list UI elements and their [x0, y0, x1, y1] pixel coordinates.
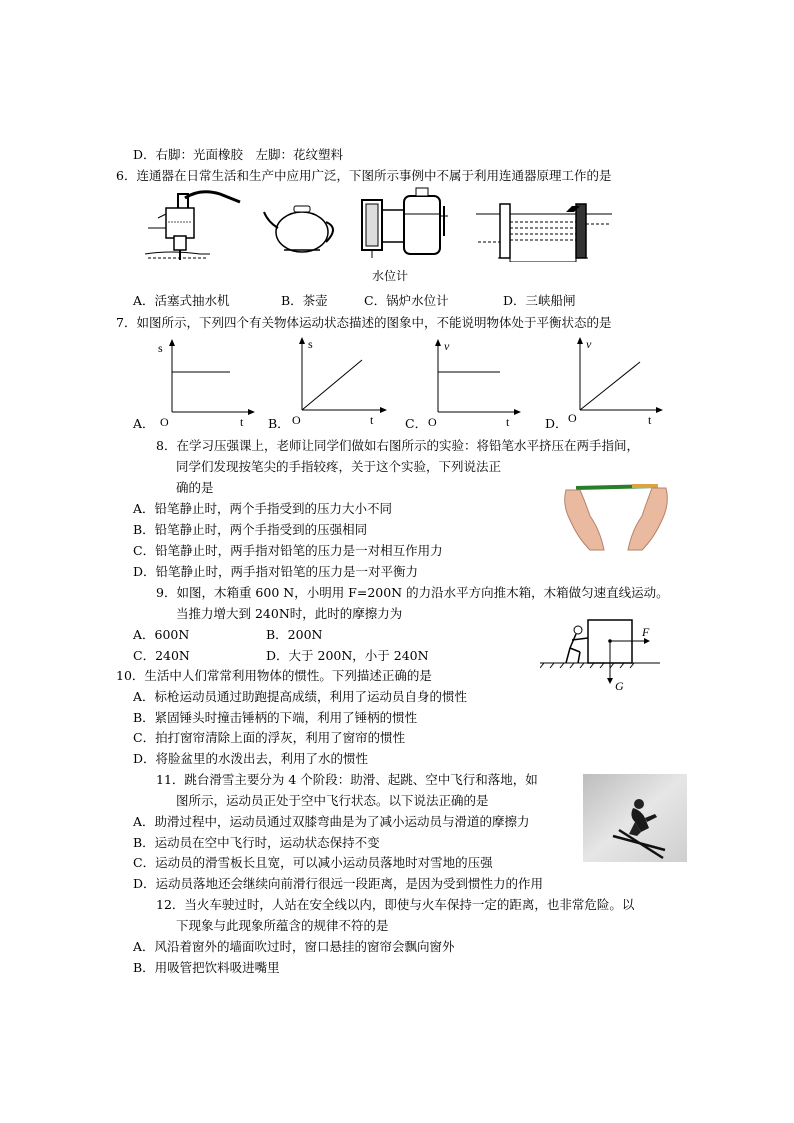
q11-ski-jump-photo: [583, 774, 687, 862]
q6-option-b: B．茶壶: [281, 293, 328, 308]
q7-b-yvar: s: [308, 337, 313, 351]
q11-option-c: C．运动员的滑雪板长且宽，可以减小运动员落地时对雪地的压强: [133, 855, 493, 870]
q7-c-origin: O: [428, 415, 437, 428]
q12-stem-line-1: 12．当火车驶过时，人站在安全线以内，即使与火车保持一定的距离，也非常危险。以: [156, 897, 635, 912]
q9-force-label: F: [642, 625, 650, 639]
q8-stem-line-3: 确的是: [176, 480, 214, 495]
q6-stem: 6．连通器在日常生活和生产中应用广泛，下图所示事例中不属于利用连通器原理工作的是: [116, 168, 612, 183]
q7-graph-a-letter: A．: [133, 416, 155, 431]
q8-option-d: D．铅笔静止时，两手指对铅笔的压力是一对平衡力: [133, 564, 419, 579]
q6-option-c: C．锅炉水位计: [364, 293, 449, 308]
q11-option-d: D．运动员落地还会继续向前滑行很远一段距离，是因为受到惯性力的作用: [133, 876, 544, 891]
q8-option-b: B．铅笔静止时，两个手指受到的压强相同: [133, 522, 368, 537]
q9-stem-line-1: 9．如图，木箱重 600 N，小明用 F=200N 的力沿水平方向推木箱，木箱做匀速直线运动。: [156, 585, 669, 600]
q11-option-b: B．运动员在空中飞行时，运动状态保持不变: [133, 835, 380, 850]
q11-stem-line-1: 11．跳台滑雪主要分为 4 个阶段：助滑、起跳、空中飞行和落地，如: [156, 772, 538, 787]
q7-graph-d-letter: D．: [545, 416, 568, 431]
q9-option-d: D．大于 200N，小于 240N: [266, 648, 429, 663]
q11-option-a: A．助滑过程中，运动员通过双膝弯曲是为了减小运动员与滑道的摩擦力: [133, 814, 530, 829]
q10-stem: 10．生活中人们常常利用物体的惯性。下列描述正确的是: [116, 668, 432, 683]
q7-b-xvar: t: [370, 413, 374, 426]
q6-option-d: D．三峡船闸: [503, 293, 576, 308]
q7-c-xvar: t: [506, 415, 510, 428]
q8-stem-line-2: 同学们发现按笔尖的手指较疼，关于这个实验，下列说法正: [176, 459, 502, 474]
q10-option-d: D．将脸盆里的水泼出去，利用了水的惯性: [133, 751, 369, 766]
q12-option-a: A．风沿着窗外的墙面吹过时，窗口悬挂的窗帘会飘向窗外: [133, 939, 455, 954]
q9-option-a: A．600N: [133, 627, 190, 642]
q6-figure-boiler: [358, 186, 458, 258]
q12-stem-line-2: 下现象与此现象所蕴含的规律不符的是: [176, 918, 389, 933]
q8-option-c: C．铅笔静止时，两手指对铅笔的压力是一对相互作用力: [133, 543, 443, 558]
q9-option-b: B．200N: [266, 627, 323, 642]
q7-stem: 7．如图所示，下列四个有关物体运动状态描述的图象中，不能说明物体处于平衡状态的是: [116, 315, 612, 330]
q10-option-b: B．紧固锤头时撞击锤柄的下端，利用了锤柄的惯性: [133, 710, 418, 725]
q10-option-c: C．拍打窗帘清除上面的浮灰，利用了窗帘的惯性: [133, 730, 406, 745]
q11-stem-line-2: 图所示，运动员正处于空中飞行状态。以下说法正确的是: [176, 793, 489, 808]
q8-stem-line-1: 8．在学习压强课上，老师让同学们做如右图所示的实验：将铅笔水平挤压在两手指间，: [156, 438, 639, 453]
q9-stem-line-2: 当推力增大到 240N时，此时的摩擦力为: [176, 606, 403, 621]
q6-figure-pump: [140, 188, 250, 268]
q7-graph-b-letter: B．: [268, 416, 290, 431]
q7-graph-a: [152, 336, 262, 428]
q7-a-yvar: s: [158, 341, 163, 355]
q7-d-xvar: t: [648, 413, 652, 426]
q10-option-a: A．标枪运动员通过助跑提高成绩，利用了运动员自身的惯性: [133, 689, 468, 704]
q6-figure-teapot: [262, 200, 342, 256]
q12-option-b: B．用吸管把饮料吸进嘴里: [133, 960, 280, 975]
q6-water-gauge-label: 水位计: [372, 269, 409, 283]
q6-option-a: A．活塞式抽水机: [133, 293, 230, 308]
q7-graph-c-letter: C．: [405, 416, 428, 431]
q7-d-yvar: v: [586, 337, 592, 351]
q9-option-c: C．240N: [133, 648, 190, 663]
q7-a-origin: O: [160, 415, 169, 428]
q8-option-a: A．铅笔静止时，两个手指受到的压力大小不同: [133, 501, 393, 516]
q7-a-xvar: t: [240, 415, 244, 428]
q8-figure-pencil-fingers: [560, 468, 672, 554]
q7-graph-b: [288, 334, 398, 426]
q7-b-origin: O: [292, 413, 301, 426]
q9-figure-box-push: [540, 616, 660, 698]
q7-graph-c: [422, 336, 532, 428]
q7-c-yvar: v: [444, 339, 450, 353]
q9-gravity-label: G: [615, 679, 624, 693]
q7-graph-d: [562, 334, 672, 426]
q5-option-d: D．右脚：光面橡胶 左脚：花纹塑料: [133, 147, 344, 162]
q6-figure-ship-lock: [476, 196, 612, 262]
q7-d-origin: O: [568, 411, 577, 425]
